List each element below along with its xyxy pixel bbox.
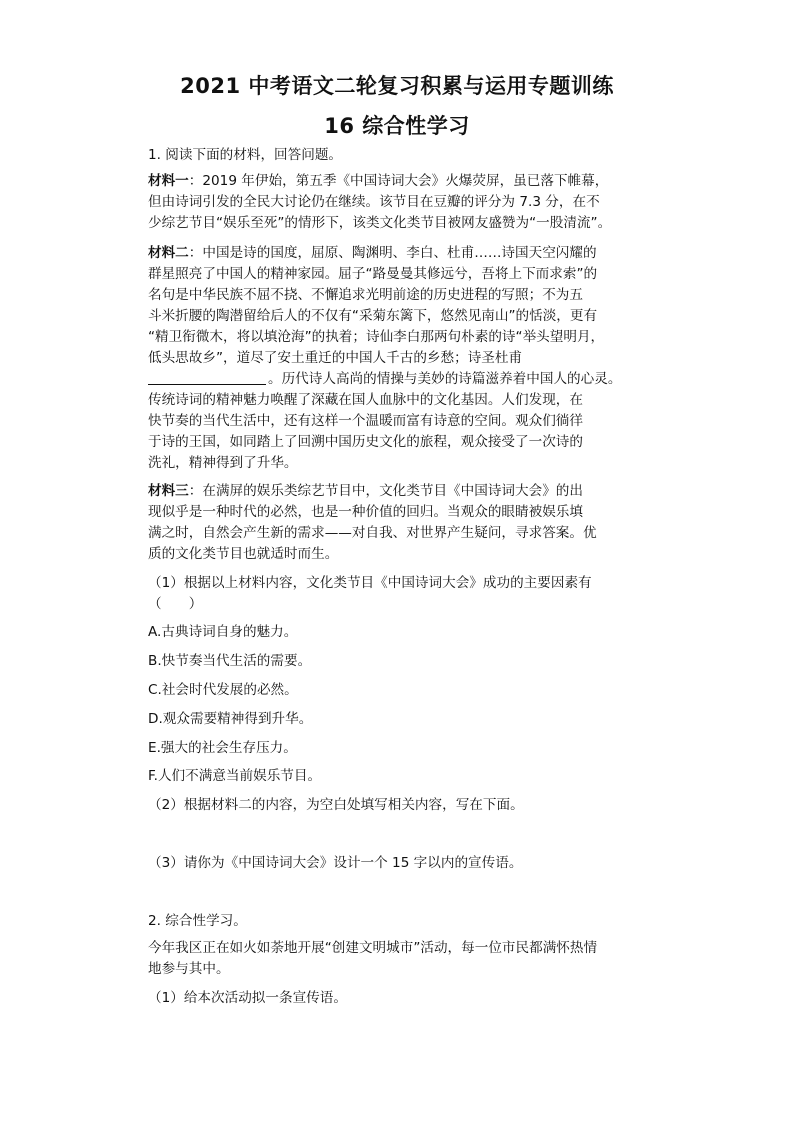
material-2-line: 快节奏的当代生活中，还有这样一个温暖而富有诗意的空间。观众们徜徉	[148, 413, 583, 429]
option-a: A.古典诗词自身的魅力。	[148, 624, 298, 640]
question-2-line: 今年我区正在如火如荼地开展“创建文明城市”活动，每一位市民都满怀热情	[148, 940, 598, 956]
question-2-sub-1: （1）给本次活动拟一条宣传语。	[148, 990, 347, 1006]
answer-parentheses[interactable]: （ ）	[148, 596, 203, 612]
sub-question-1: （1）根据以上材料内容，文化类节目《中国诗词大会》成功的主要因素有	[148, 575, 592, 591]
material-2-line: “精卫衔微木，将以填沧海”的执着；诗仙李白那两句朴素的诗“举头望明月，	[148, 329, 605, 345]
sub-question-2: （2）根据材料二的内容，为空白处填写相关内容，写在下面。	[148, 797, 524, 813]
option-e: E.强大的社会生存压力。	[148, 740, 297, 756]
material-2-line: 群星照亮了中国人的精神家园。屈子“路曼曼其修远兮，吾将上下而求索”的	[148, 266, 598, 282]
material-2-line: 洗礼，精神得到了升华。	[148, 455, 298, 471]
material-2-line: 材料二：中国是诗的国度，屈原、陶渊明、李白、杜甫……诗国天空闪耀的	[148, 245, 597, 261]
material-3-line: 材料三：在满屏的娱乐类综艺节目中，文化类节目《中国诗词大会》的出	[148, 483, 583, 499]
material-1-line: 材料一：2019 年伊始，第五季《中国诗词大会》火爆荧屏，虽已落下帷幕，	[148, 173, 609, 189]
material-2-line: 。历代诗人高尚的情操与美妙的诗篇滋养着中国人的心灵。	[148, 370, 688, 388]
option-d: D.观众需要精神得到升华。	[148, 711, 313, 727]
question-2-stem: 2. 综合性学习。	[148, 913, 247, 929]
material-1-line: 少综艺节目“娱乐至死”的情形下，该类文化类节目被网友盛赞为“一股清流”。	[148, 215, 612, 231]
material-3-line: 现似乎是一种时代的必然，也是一种价值的回归。当观众的眼睛被娱乐填	[148, 504, 583, 520]
material-2-line: 名句是中华民族不屈不挠、不懈追求光明前途的历史进程的写照；不为五	[148, 287, 583, 303]
material-1-line: 但由诗词引发的全民大讨论仍在继续。该节目在豆瓣的评分为 7.3 分，在不	[148, 194, 600, 210]
document-title: 2021 中考语文二轮复习积累与运用专题训练	[180, 74, 614, 98]
option-f: F.人们不满意当前娱乐节目。	[148, 768, 322, 784]
option-b: B.快节奏当代生活的需要。	[148, 653, 312, 669]
material-2-line: 于诗的王国，如同踏上了回溯中国历史文化的旅程，观众接受了一次诗的	[148, 434, 583, 450]
option-c: C.社会时代发展的必然。	[148, 682, 298, 698]
sub-question-3: （3）请你为《中国诗词大会》设计一个 15 字以内的宣传语。	[148, 855, 523, 871]
material-2-label: 材料二	[148, 245, 189, 261]
document-subtitle: 16 综合性学习	[324, 114, 470, 138]
material-1-label: 材料一	[148, 173, 189, 189]
material-2-line: 斗米折腰的陶潜留给后人的不仅有“采菊东篱下，悠然见南山”的恬淡，更有	[148, 308, 598, 324]
material-2-line: 传统诗词的精神魅力唤醒了深藏在国人血脉中的文化基因。人们发现，在	[148, 392, 583, 408]
material-3-line: 质的文化类节目也就适时而生。	[148, 546, 339, 562]
material-2-line: 低头思故乡”，道尽了安土重迁的中国人千古的乡愁；诗圣杜甫	[148, 350, 523, 366]
material-3-label: 材料三	[148, 483, 189, 499]
question-1-stem: 1. 阅读下面的材料，回答问题。	[148, 147, 343, 163]
fill-in-blank[interactable]	[148, 370, 266, 385]
material-3-line: 满之时，自然会产生新的需求——对自我、对世界产生疑问，寻求答案。优	[148, 525, 597, 541]
question-2-line: 地参与其中。	[148, 961, 230, 977]
